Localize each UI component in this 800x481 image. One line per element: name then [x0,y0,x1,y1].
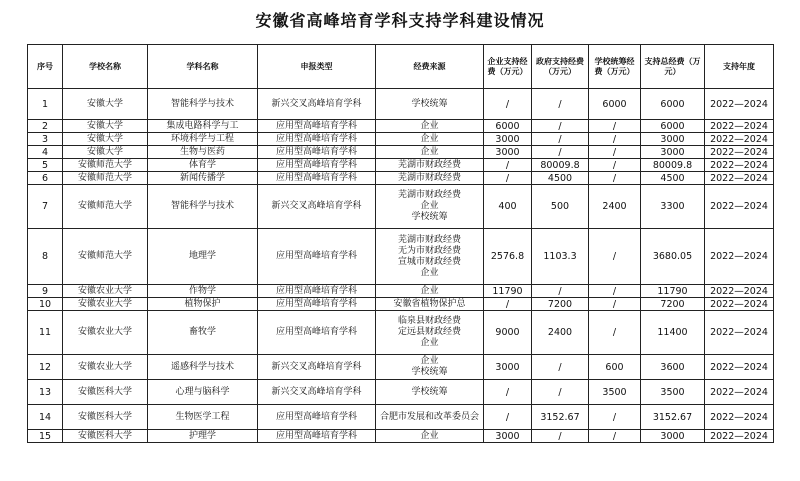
cell-enterprise: 3000 [484,133,532,146]
cell-school-fund: 3500 [589,380,641,405]
cell-school-fund: / [589,430,641,443]
table-row [28,172,774,185]
cell-source: 企业 学校统筹 [376,355,484,380]
cell-enterprise: 2576.8 [484,229,532,285]
cell-seq: 6 [28,172,63,185]
cell-source: 企业 [376,146,484,159]
cell-seq: 12 [28,355,63,380]
cell-type: 新兴交叉高峰培育学科 [258,185,376,229]
cell-government: 7200 [532,298,589,311]
cell-school-fund: / [589,298,641,311]
cell-total: 7200 [641,298,705,311]
cell-enterprise: / [484,159,532,172]
cell-source: 企业 [376,133,484,146]
cell-total: 3300 [641,185,705,229]
cell-total: 3000 [641,146,705,159]
cell-seq: 4 [28,146,63,159]
cell-year: 2022—2024 [705,89,774,120]
cell-source: 芜湖市财政经费 无为市财政经费 宣城市财政经费 企业 [376,229,484,285]
cell-government: / [532,146,589,159]
cell-subject: 生物医学工程 [148,405,258,430]
cell-enterprise: / [484,298,532,311]
cell-type: 新兴交叉高峰培育学科 [258,380,376,405]
table-row [28,298,774,311]
cell-subject: 心理与脑科学 [148,380,258,405]
cell-seq: 5 [28,159,63,172]
cell-seq: 11 [28,311,63,355]
cell-year: 2022—2024 [705,172,774,185]
cell-enterprise: 400 [484,185,532,229]
cell-source: 企业 [376,430,484,443]
cell-type: 应用型高峰培育学科 [258,229,376,285]
cell-year: 2022—2024 [705,120,774,133]
cell-enterprise: 11790 [484,285,532,298]
table-row [28,311,774,355]
header-subject: 学科名称 [148,45,258,89]
cell-total: 3152.67 [641,405,705,430]
cell-source: 芜湖市财政经费 企业 学校统筹 [376,185,484,229]
table-row [28,380,774,405]
cell-year: 2022—2024 [705,430,774,443]
cell-school-fund: / [589,311,641,355]
cell-school-fund: / [589,172,641,185]
cell-subject: 地理学 [148,229,258,285]
cell-total: 4500 [641,172,705,185]
cell-type: 应用型高峰培育学科 [258,285,376,298]
header-row [28,45,774,89]
table-row [28,405,774,430]
cell-school-fund: / [589,159,641,172]
cell-school: 安徽大学 [63,120,148,133]
cell-school: 安徽师范大学 [63,229,148,285]
table-body [28,89,774,443]
cell-year: 2022—2024 [705,185,774,229]
cell-school-fund: 600 [589,355,641,380]
cell-year: 2022—2024 [705,159,774,172]
cell-school: 安徽师范大学 [63,172,148,185]
cell-seq: 3 [28,133,63,146]
cell-source: 芜湖市财政经费 [376,172,484,185]
cell-type: 应用型高峰培育学科 [258,405,376,430]
cell-subject: 护理学 [148,430,258,443]
cell-total: 3500 [641,380,705,405]
header-seq: 序号 [28,45,63,89]
cell-seq: 7 [28,185,63,229]
cell-year: 2022—2024 [705,380,774,405]
cell-school: 安徽农业大学 [63,311,148,355]
cell-total: 80009.8 [641,159,705,172]
cell-school-fund: / [589,229,641,285]
cell-school: 安徽农业大学 [63,355,148,380]
cell-source: 芜湖市财政经费 [376,159,484,172]
cell-subject: 畜牧学 [148,311,258,355]
cell-school-fund: / [589,146,641,159]
table-row [28,133,774,146]
cell-year: 2022—2024 [705,355,774,380]
cell-school-fund: 2400 [589,185,641,229]
cell-subject: 环境科学与工程 [148,133,258,146]
cell-type: 应用型高峰培育学科 [258,133,376,146]
cell-type: 新兴交叉高峰培育学科 [258,89,376,120]
cell-school: 安徽大学 [63,89,148,120]
cell-subject: 智能科学与技术 [148,89,258,120]
cell-government: 4500 [532,172,589,185]
cell-government: 1103.3 [532,229,589,285]
cell-year: 2022—2024 [705,229,774,285]
cell-seq: 8 [28,229,63,285]
cell-year: 2022—2024 [705,133,774,146]
header-school-fund: 学校统筹经费（万元） [589,45,641,89]
cell-school-fund: / [589,133,641,146]
cell-government: / [532,133,589,146]
cell-government: 80009.8 [532,159,589,172]
cell-total: 6000 [641,120,705,133]
cell-subject: 新闻传播学 [148,172,258,185]
header-total: 支持总经费（万元） [641,45,705,89]
cell-type: 新兴交叉高峰培育学科 [258,355,376,380]
cell-government: 500 [532,185,589,229]
cell-type: 应用型高峰培育学科 [258,172,376,185]
cell-total: 3000 [641,133,705,146]
table-row [28,120,774,133]
cell-type: 应用型高峰培育学科 [258,298,376,311]
cell-source: 临泉县财政经费 定远县财政经费 企业 [376,311,484,355]
cell-seq: 13 [28,380,63,405]
cell-total: 3000 [641,430,705,443]
cell-government: / [532,285,589,298]
header-type: 申报类型 [258,45,376,89]
cell-year: 2022—2024 [705,311,774,355]
cell-subject: 作物学 [148,285,258,298]
cell-school: 安徽农业大学 [63,298,148,311]
cell-school: 安徽农业大学 [63,285,148,298]
cell-government: 2400 [532,311,589,355]
cell-total: 6000 [641,89,705,120]
cell-total: 11790 [641,285,705,298]
cell-government: / [532,430,589,443]
cell-type: 应用型高峰培育学科 [258,311,376,355]
table-row [28,285,774,298]
cell-year: 2022—2024 [705,285,774,298]
table-row [28,430,774,443]
header-school: 学校名称 [63,45,148,89]
cell-school-fund: / [589,120,641,133]
cell-source: 学校统筹 [376,380,484,405]
table-row [28,185,774,229]
cell-subject: 生物与医药 [148,146,258,159]
cell-school-fund: / [589,405,641,430]
cell-seq: 15 [28,430,63,443]
cell-type: 应用型高峰培育学科 [258,120,376,133]
cell-enterprise: / [484,405,532,430]
cell-school-fund: / [589,285,641,298]
header-enterprise: 企业支持经费（万元） [484,45,532,89]
cell-source: 企业 [376,285,484,298]
table-row [28,146,774,159]
cell-school: 安徽大学 [63,133,148,146]
table-row [28,89,774,120]
cell-enterprise: 3000 [484,146,532,159]
cell-subject: 植物保护 [148,298,258,311]
cell-total: 11400 [641,311,705,355]
cell-enterprise: 9000 [484,311,532,355]
header-source: 经费来源 [376,45,484,89]
cell-enterprise: 6000 [484,120,532,133]
page-title: 安徽省高峰培育学科支持学科建设情况 [255,11,545,30]
cell-year: 2022—2024 [705,405,774,430]
cell-enterprise: 3000 [484,355,532,380]
cell-seq: 1 [28,89,63,120]
cell-government: 3152.67 [532,405,589,430]
cell-government: / [532,355,589,380]
cell-school: 安徽医科大学 [63,405,148,430]
cell-school: 安徽医科大学 [63,380,148,405]
cell-enterprise: / [484,89,532,120]
cell-seq: 10 [28,298,63,311]
cell-school: 安徽大学 [63,146,148,159]
data-table [27,44,774,443]
cell-school-fund: 6000 [589,89,641,120]
cell-subject: 智能科学与技术 [148,185,258,229]
cell-total: 3600 [641,355,705,380]
cell-subject: 遥感科学与技术 [148,355,258,380]
cell-type: 应用型高峰培育学科 [258,159,376,172]
cell-type: 应用型高峰培育学科 [258,430,376,443]
cell-year: 2022—2024 [705,146,774,159]
cell-seq: 14 [28,405,63,430]
cell-government: / [532,120,589,133]
cell-enterprise: / [484,172,532,185]
table-row [28,229,774,285]
cell-source: 安徽省植物保护总 [376,298,484,311]
table-row [28,355,774,380]
cell-seq: 2 [28,120,63,133]
cell-source: 学校统筹 [376,89,484,120]
cell-school: 安徽医科大学 [63,430,148,443]
cell-year: 2022—2024 [705,298,774,311]
cell-source: 合肥市发展和改革委员会 [376,405,484,430]
cell-school: 安徽师范大学 [63,185,148,229]
cell-source: 企业 [376,120,484,133]
header-government: 政府支持经费（万元） [532,45,589,89]
cell-enterprise: / [484,380,532,405]
header-year: 支持年度 [705,45,774,89]
cell-subject: 集成电路科学与工 [148,120,258,133]
table-row [28,159,774,172]
cell-type: 应用型高峰培育学科 [258,146,376,159]
cell-total: 3680.05 [641,229,705,285]
cell-government: / [532,89,589,120]
cell-seq: 9 [28,285,63,298]
cell-enterprise: 3000 [484,430,532,443]
cell-school: 安徽师范大学 [63,159,148,172]
cell-subject: 体育学 [148,159,258,172]
cell-government: / [532,380,589,405]
